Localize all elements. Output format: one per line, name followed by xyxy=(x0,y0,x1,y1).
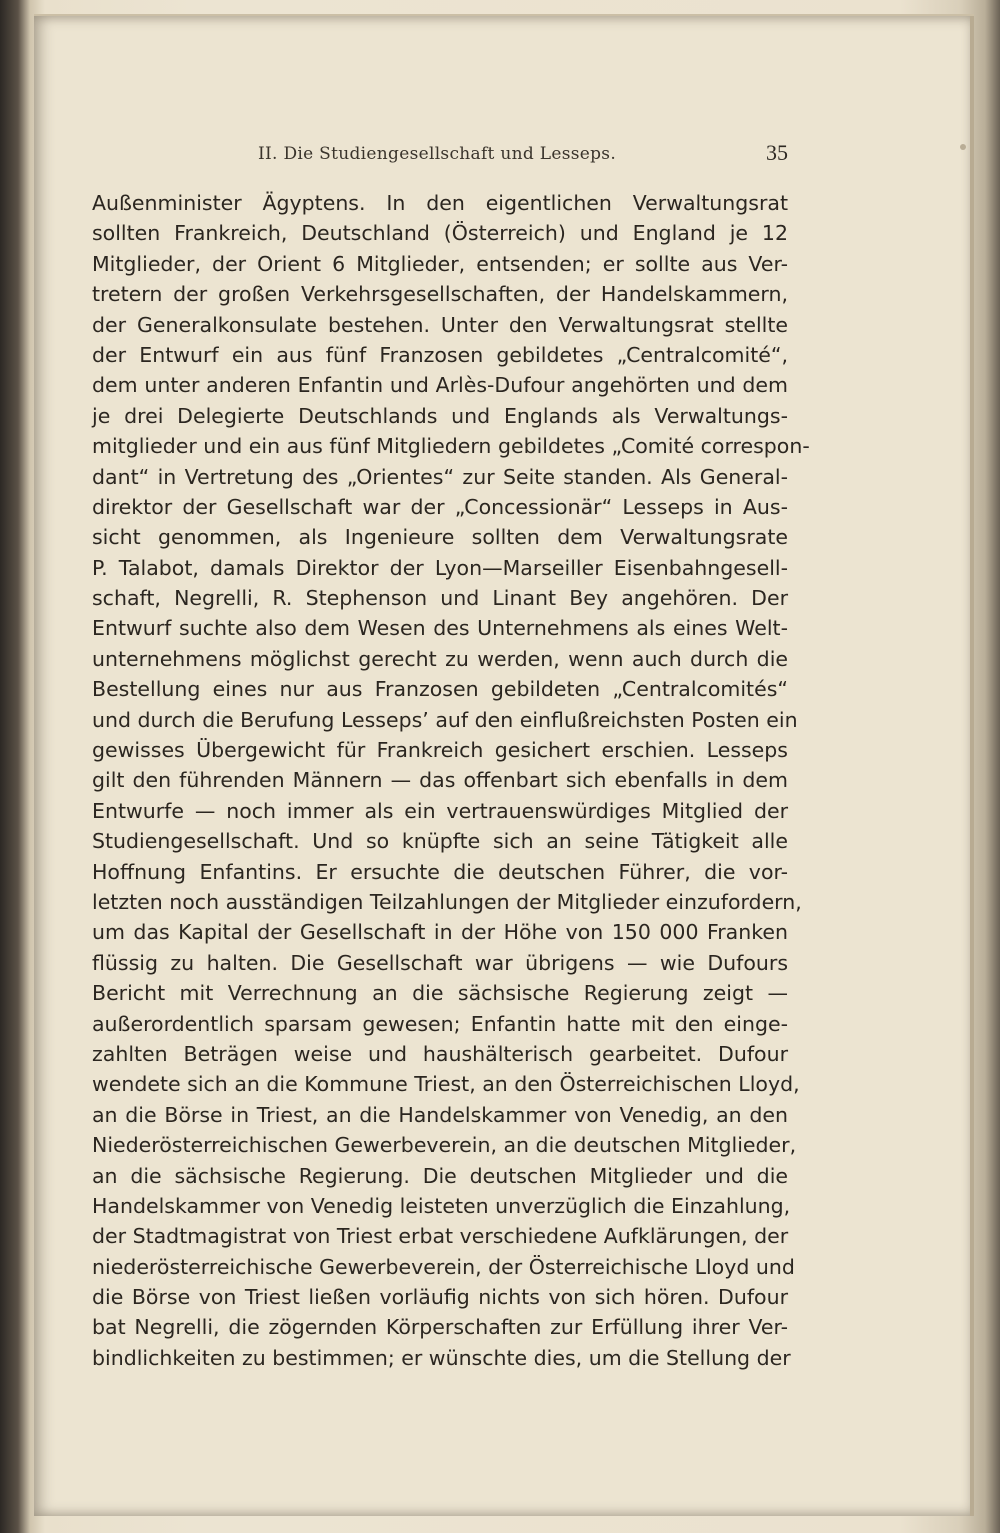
text-line: Mitglieder, der Orient 6 Mitglieder, entsenden; er sollte aus Ver- xyxy=(92,251,788,276)
text-line: Studiengesellschaft. Und so knüpfte sich an seine Tätigkeit alle xyxy=(92,829,788,854)
text-line: Niederösterreichischen Gewerbeverein, an die deutschen Mitglieder, xyxy=(92,1133,797,1158)
text-line: an die Börse in Triest, an die Handelskammer von Venedig, an den xyxy=(92,1102,788,1127)
text-line: tretern der großen Verkehrsgesellschaften, der Handelskammern, xyxy=(92,282,788,307)
body-text xyxy=(92,188,810,1373)
text-line: P. Talabot, damals Direktor der Lyon—Marseiller Eisenbahngesell- xyxy=(92,555,788,580)
text-line: gewisses Übergewicht für Frankreich gesichert erschien. Lesseps xyxy=(92,738,788,763)
text-line: schaft, Negrelli, R. Stephenson und Linant Bey angehören. Der xyxy=(92,586,788,611)
text-line: der Entwurf ein aus fünf Franzosen gebildetes „Centralcomité“, xyxy=(92,342,788,367)
text-line: Hoffnung Enfantins. Er ersuchte die deutschen Führer, die vor- xyxy=(92,859,788,884)
text-line: der Stadtmagistrat von Triest erbat verschiedene Aufklärungen, der xyxy=(92,1224,789,1249)
text-line: unternehmens möglichst gerecht zu werden, wenn auch durch die xyxy=(92,646,788,671)
page-edge xyxy=(970,16,974,1516)
text-line: Bericht mit Verrechnung an die sächsische Regierung zeigt — xyxy=(92,981,788,1006)
book-page xyxy=(34,14,974,1516)
text-line: Handelskammer von Venedig leisteten unverzüglich die Einzahlung, xyxy=(92,1193,791,1218)
text-line: an die sächsische Regierung. Die deutschen Mitglieder und die xyxy=(92,1163,788,1188)
text-line: wendete sich an die Kommune Triest, an den Österreichischen Lloyd, xyxy=(92,1072,800,1097)
text-line: der Generalkonsulate bestehen. Unter den Verwaltungsrat stellte xyxy=(92,312,788,337)
text-line: niederösterreichische Gewerbeverein, der Österreichische Lloyd und xyxy=(92,1254,795,1279)
text-line: sicht genommen, als Ingenieure sollten dem Verwaltungsrate xyxy=(92,525,788,550)
text-line: Bestellung eines nur aus Franzosen gebildeten „Centralcomités“ xyxy=(92,677,788,702)
text-line: Entwurf suchte also dem Wesen des Unternehmens als eines Welt- xyxy=(92,616,788,641)
text-line: je drei Delegierte Deutschlands und Englands als Verwaltungs- xyxy=(92,403,788,428)
text-line: um das Kapital der Gesellschaft in der Höhe von 150 000 Franken xyxy=(92,920,788,945)
paper-speck xyxy=(960,144,966,150)
text-line: und durch die Berufung Lesseps’ auf den einflußreichsten Posten ein xyxy=(92,707,798,732)
text-line: gilt den führenden Männern — das offenbart sich ebenfalls in dem xyxy=(92,768,788,793)
text-line: außerordentlich sparsam gewesen; Enfantin hatte mit den einge- xyxy=(92,1011,788,1036)
text-line: direktor der Gesellschaft war der „Concessionär“ Lesseps in Aus- xyxy=(92,494,788,519)
text-line: dem unter anderen Enfantin und Arlès-Dufour angehörten und dem xyxy=(92,373,788,398)
text-line: bindlichkeiten zu bestimmen; er wünschte dies, um die Stellung der xyxy=(92,1345,791,1370)
text-line: zahlten Beträgen weise und haushälterisch gearbeitet. Dufour xyxy=(92,1041,788,1066)
text-line: sollten Frankreich, Deutschland (Österreich) und England je 12 xyxy=(92,221,788,246)
text-line: bat Negrelli, die zögernden Körperschaften zur Erfüllung ihrer Ver- xyxy=(92,1315,788,1340)
text-line: die Börse von Triest ließen vorläufig nichts von sich hören. Dufour xyxy=(92,1285,788,1310)
text-line: Entwurfe — noch immer als ein vertrauenswürdiges Mitglied der xyxy=(92,798,788,823)
text-line: mitglieder und ein aus fünf Mitgliedern gebildetes „Comité correspon- xyxy=(92,434,810,459)
text-line: dant“ in Vertretung des „Orientes“ zur Seite standen. Als General- xyxy=(92,464,788,489)
page-number: 35 xyxy=(766,140,788,165)
text-line: flüssig zu halten. Die Gesellschaft war übrigens — wie Dufours xyxy=(92,950,788,975)
text-line: Außenminister Ägyptens. In den eigentlichen Verwaltungsrat xyxy=(92,191,788,215)
running-head: II. Die Studiengesellschaft und Lesseps. xyxy=(258,144,617,164)
text-line: letzten noch ausständigen Teilzahlungen der Mitglieder einzufordern, xyxy=(92,889,802,914)
